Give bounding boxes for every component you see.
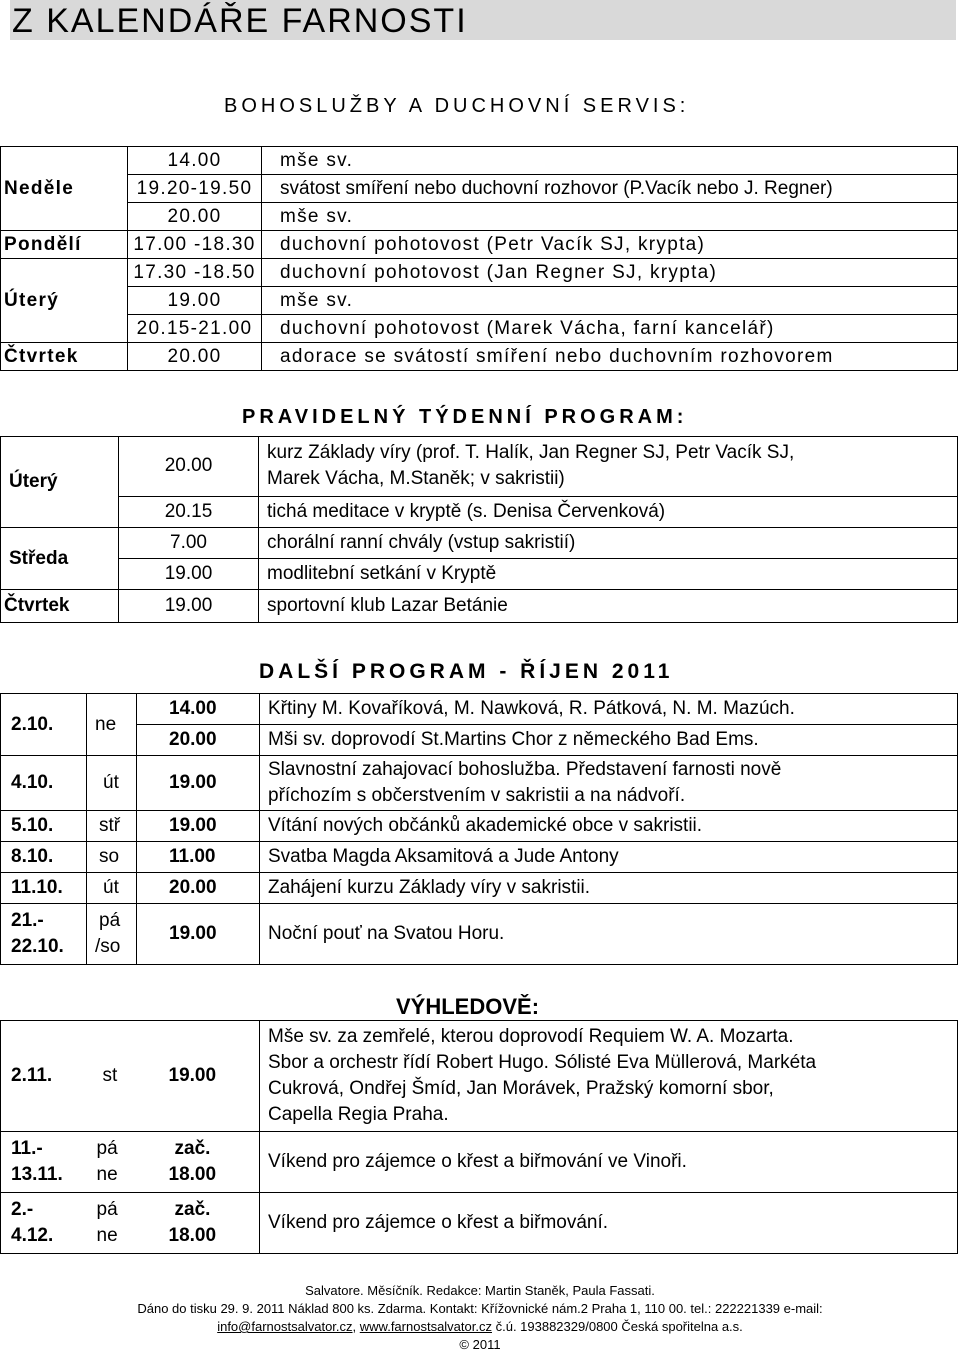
date-line: 22.10.	[11, 936, 64, 957]
time-cell	[149, 1132, 260, 1193]
table-row	[1, 287, 958, 315]
event-line: Marek Vácha, M.Staněk; v sakristii)	[267, 468, 565, 490]
date-cell: 2.10.	[1, 694, 87, 756]
event-cell	[260, 1021, 958, 1132]
time-cell: 19.00	[149, 1021, 260, 1132]
october-heading: DALŠÍ PROGRAM - ŘÍJEN 2011	[259, 660, 674, 683]
event-cell: svátost smíření nebo duchovní rozhovor (P.Vacík nebo J. Regner)	[262, 175, 958, 203]
table-row	[1, 1021, 958, 1132]
bank-info: č.ú. 193882329/0800 Česká spořitelna a.s.	[491, 1319, 743, 1334]
event-cell: Mši sv. doprovodí St.Martins Chor z německého Bad Ems.	[260, 725, 958, 756]
table-row	[1, 873, 958, 904]
date-cell: 4.10.	[1, 756, 87, 811]
table-row	[1, 904, 958, 965]
time-cell: 20.15-21.00	[128, 315, 262, 343]
time-line: zač.	[174, 1199, 211, 1220]
table-row	[1, 590, 958, 623]
date-line: 13.11.	[11, 1164, 63, 1185]
outlook-table	[0, 1020, 958, 1254]
dow-line: ne	[96, 1225, 118, 1246]
event-cell: Zahájení kurzu Základy víry v sakristii.	[260, 873, 958, 904]
time-cell: 19.00	[128, 287, 262, 315]
table-row	[1, 437, 958, 497]
time-cell: 19.00	[137, 811, 260, 842]
table-row	[1, 811, 958, 842]
event-cell	[260, 756, 958, 811]
date-cell: 8.10.	[1, 842, 87, 873]
time-cell: 20.00	[128, 203, 262, 231]
dow-cell: so	[87, 842, 137, 873]
event-cell: sportovní klub Lazar Betánie	[259, 590, 958, 623]
event-cell: Víkend pro zájemce o křest a biřmování ve Vinoři.	[260, 1132, 958, 1193]
dow-line: ne	[96, 1164, 118, 1185]
dow-cell: st	[87, 1021, 149, 1132]
dow-cell: ne	[87, 694, 137, 756]
event-cell: Svatba Magda Aksamitová a Jude Antony	[260, 842, 958, 873]
day-cell: Středa	[1, 528, 119, 590]
dow-line: pá	[99, 910, 121, 931]
table-row	[1, 1132, 958, 1193]
day-cell: Pondělí	[1, 231, 128, 259]
footer-line: Dáno do tisku 29. 9. 2011 Náklad 800 ks. Zdarma. Kontakt: Křížovnické nám.2 Praha 1, 110 00. tel.: 222221339 e-mail:	[137, 1301, 823, 1316]
dow-cell: stř	[87, 811, 137, 842]
date-line: 11.-	[11, 1138, 43, 1159]
services-heading: BOHOSLUŽBY A DUCHOVNÍ SERVIS:	[224, 95, 690, 117]
date-cell	[1, 904, 87, 965]
time-line: 18.00	[168, 1225, 217, 1246]
table-row	[1, 259, 958, 287]
time-cell: 14.00	[128, 147, 262, 175]
time-cell: 17.00 -18.30	[128, 231, 262, 259]
time-cell: 20.00	[119, 437, 259, 497]
time-cell: 19.00	[119, 590, 259, 623]
email-link[interactable]: info@farnostsalvator.cz	[217, 1319, 353, 1334]
website-link[interactable]: www.farnostsalvator.cz	[359, 1319, 492, 1334]
time-cell: 19.00	[137, 756, 260, 811]
dow-line: pá	[96, 1199, 118, 1220]
day-cell: Čtvrtek	[1, 343, 128, 371]
date-cell	[1, 1193, 87, 1254]
event-cell: Vítání nových občánků akademické obce v sakristii.	[260, 811, 958, 842]
october-table	[0, 693, 958, 965]
weekly-table	[0, 436, 958, 623]
date-line: 21.-	[11, 910, 44, 931]
date-cell: 5.10.	[1, 811, 87, 842]
day-cell: Čtvrtek	[1, 590, 119, 623]
table-row	[1, 203, 958, 231]
outlook-heading: VÝHLEDOVĚ:	[396, 994, 540, 1019]
time-cell: 14.00	[137, 694, 260, 725]
dow-cell: út	[87, 873, 137, 904]
time-cell: 7.00	[119, 528, 259, 559]
time-cell: 19.20-19.50	[128, 175, 262, 203]
date-line: 2.-	[11, 1199, 34, 1220]
footer-contact	[0, 1319, 960, 1334]
event-cell: Noční pouť na Svatou Horu.	[260, 904, 958, 965]
table-row	[1, 1193, 958, 1254]
weekly-heading: PRAVIDELNÝ TÝDENNÍ PROGRAM:	[242, 406, 688, 428]
event-cell: duchovní pohotovost (Petr Vacík SJ, krypta)	[262, 231, 958, 259]
day-cell: Neděle	[1, 147, 128, 231]
day-cell: Úterý	[1, 259, 128, 343]
event-cell: mše sv.	[262, 287, 958, 315]
table-row	[1, 231, 958, 259]
date-cell: 11.10.	[1, 873, 87, 904]
time-cell: 20.00	[128, 343, 262, 371]
event-cell	[259, 437, 958, 497]
event-cell: tichá meditace v kryptě (s. Denisa Červenková)	[259, 496, 958, 527]
time-cell: 19.00	[119, 559, 259, 590]
time-cell: 17.30 -18.50	[128, 259, 262, 287]
day-cell: Úterý	[1, 437, 119, 528]
dow-cell	[87, 1132, 149, 1193]
time-line: 18.00	[168, 1164, 217, 1185]
event-line: kurz Základy víry (prof. T. Halík, Jan Regner SJ, Petr Vacík SJ,	[267, 442, 795, 464]
copyright: © 2011	[459, 1337, 501, 1352]
dow-line: /so	[95, 936, 121, 957]
table-row	[1, 528, 958, 559]
title-bar	[10, 0, 956, 40]
event-line: Capella Regia Praha.	[268, 1104, 449, 1125]
event-cell: modlitební setkání v Kryptě	[259, 559, 958, 590]
footer-line: Salvatore. Měsíčník. Redakce: Martin Staněk, Paula Fassati.	[305, 1283, 655, 1298]
event-cell: duchovní pohotovost (Jan Regner SJ, krypta)	[262, 259, 958, 287]
time-cell: 20.15	[119, 496, 259, 527]
table-row	[1, 175, 958, 203]
event-cell: chorální ranní chvály (vstup sakristií)	[259, 528, 958, 559]
table-row	[1, 725, 958, 756]
table-row	[1, 315, 958, 343]
time-cell	[149, 1193, 260, 1254]
event-line: Sbor a orchestr řídí Robert Hugo. Sólisté Eva Müllerová, Markéta	[268, 1052, 817, 1073]
event-cell: Víkend pro zájemce o křest a biřmování.	[260, 1193, 958, 1254]
table-row	[1, 559, 958, 590]
event-cell: adorace se svátostí smíření nebo duchovním rozhovorem	[262, 343, 958, 371]
event-cell: duchovní pohotovost (Marek Vácha, farní kancelář)	[262, 315, 958, 343]
table-row	[1, 496, 958, 527]
time-cell: 19.00	[137, 904, 260, 965]
time-line: zač.	[174, 1138, 211, 1159]
dow-cell	[87, 1193, 149, 1254]
event-line: Cukrová, Ondřej Šmíd, Jan Morávek, Pražský komorní sbor,	[268, 1078, 774, 1099]
event-line: příchozím s občerstvením v sakristii a na nádvoří.	[268, 785, 686, 806]
time-cell: 20.00	[137, 873, 260, 904]
dow-line: pá	[96, 1138, 118, 1159]
table-row	[1, 756, 958, 811]
page-title: Z KALENDÁŘE FARNOSTI	[12, 2, 468, 40]
event-cell: mše sv.	[262, 147, 958, 175]
date-line: 4.12.	[11, 1225, 54, 1246]
separator: ,	[352, 1319, 360, 1334]
table-row	[1, 694, 958, 725]
time-cell: 20.00	[137, 725, 260, 756]
dow-cell	[87, 904, 137, 965]
event-cell: Křtiny M. Kovaříková, M. Nawková, R. Pátková, N. M. Mazúch.	[260, 694, 958, 725]
table-row	[1, 343, 958, 371]
date-cell: 2.11.	[1, 1021, 87, 1132]
time-cell: 11.00	[137, 842, 260, 873]
event-line: Slavnostní zahajovací bohoslužba. Představení farnosti nově	[268, 759, 782, 780]
table-row	[1, 147, 958, 175]
table-row	[1, 842, 958, 873]
event-line: Mše sv. za zemřelé, kterou doprovodí Requiem W. A. Mozarta.	[268, 1026, 794, 1047]
services-table	[0, 146, 958, 371]
event-cell: mše sv.	[262, 203, 958, 231]
dow-cell: út	[87, 756, 137, 811]
date-cell	[1, 1132, 87, 1193]
